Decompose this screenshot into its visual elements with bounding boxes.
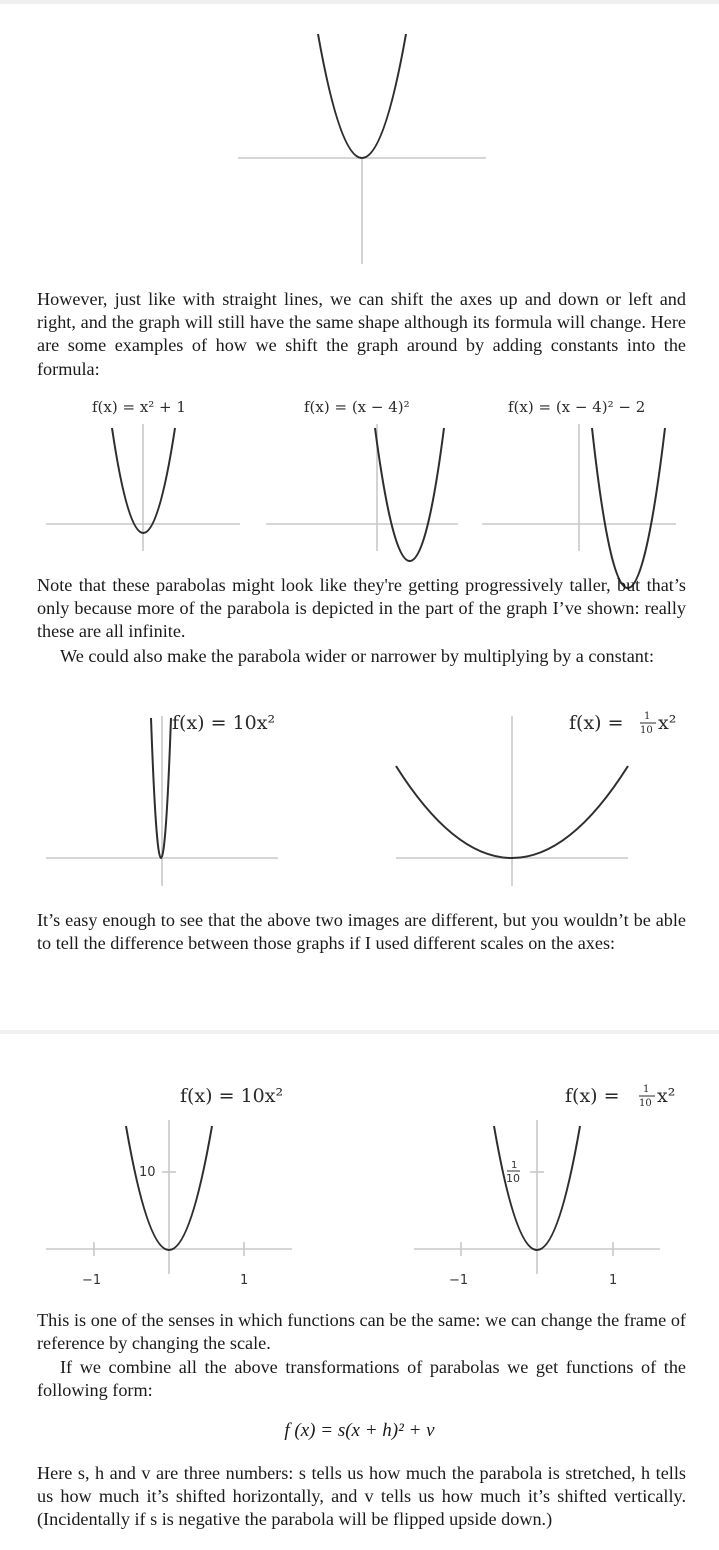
graph-label-shift-1: f(x) = x² + 1 [92,398,186,416]
graph-label-scaled-wide-suffix: x² [657,1085,676,1107]
paragraph-same-functions: This is one of the senses in which functions can be the same: we can change the frame of reference by changing the scale. [37,1310,686,1354]
graph-basic-parabola [0,0,719,280]
paragraph-parabolas-infinite: Note that these parabolas might look like they're getting progressively taller, but that’s only because more of the parabola is depicted in the part of the graph I’ve shown: really these are all infinite. [37,575,686,642]
paragraph-combine-transformations: If we combine all the above transformations of parabolas we get functions of the following form: [37,1357,686,1401]
section-divider-middle [0,1030,719,1034]
graph-label-scaled-wide-prefix: f(x) = [565,1085,620,1107]
graph-label-narrow: f(x) = 10x² [172,712,276,734]
parabola-curve [318,34,406,158]
tick-label-one: 1 [609,1273,618,1288]
tick-label-ten: 10 [139,1165,156,1180]
graph-scaled-wide [0,1070,719,1290]
tick-label-neg-one: −1 [82,1273,102,1288]
general-parabola-formula: f (x) = s(x + h)² + v [284,1420,435,1441]
graph-shift-3 [0,390,719,560]
graph-label-wide-suffix: x² [658,712,677,734]
graph-label-wide-prefix: f(x) = [569,712,624,734]
tick-label-neg-one: −1 [449,1273,469,1288]
paragraph-different-scales: It’s easy enough to see that the above two images are different, but you wouldn’t be able to tell the difference between those graphs if I used different scales on the axes: [37,910,686,954]
tick-label-tenth-numerator: 1 [511,1160,518,1171]
paragraph-wider-narrower: We could also make the parabola wider or narrower by multiplying by a constant: [60,646,654,666]
tick-label-tenth-denominator: 10 [506,1172,520,1185]
parabola-curve [592,428,665,588]
graph-label-scaled-wide-numerator: 1 [643,1084,650,1095]
graph-wide-parabola [0,700,719,900]
graph-label-shift-2: f(x) = (x − 4)² [304,398,410,416]
graph-label-shift-3: f(x) = (x − 4)² − 2 [508,398,646,416]
paragraph-parameters-explained: Here s, h and v are three numbers: s tells us how much the parabola is stretched, h tells us how much it’s shifted horizontally, and v tells us how much it’s shifted vertically. (Incidentally if s is negative the parabola will be flipped upside down.) [37,1463,686,1530]
graph-label-wide-numerator: 1 [644,711,651,722]
graph-label-wide-denominator: 10 [640,725,653,736]
tick-label-one: 1 [240,1273,249,1288]
graph-label-scaled-wide-denominator: 10 [639,1098,652,1109]
graph-label-scaled-narrow: f(x) = 10x² [180,1085,284,1107]
paragraph-shifts-intro: However, just like with straight lines, we can shift the axes up and down or left and right, and the graph will still have the same shape although its formula will change. Here are some examples of how we shift the graph around by adding constants into the formula: [37,289,686,379]
